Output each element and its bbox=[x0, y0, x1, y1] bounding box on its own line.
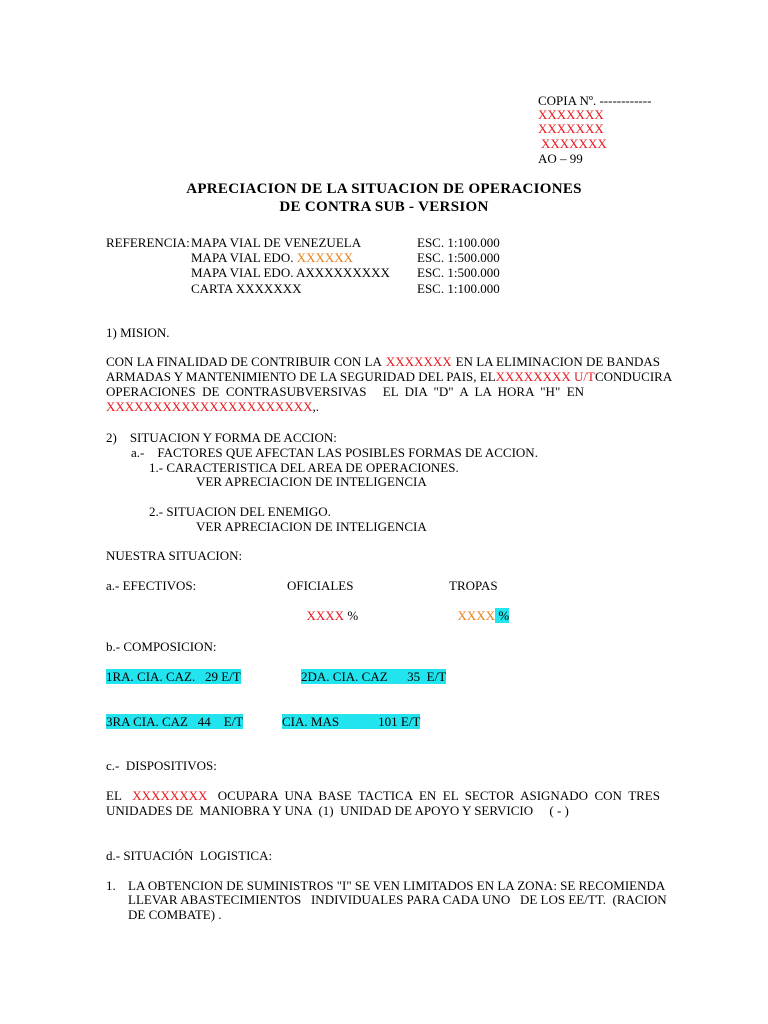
section-heading-composicion: b.- COMPOSICION: bbox=[106, 639, 217, 654]
section-heading-situacion: 2) SITUACION Y FORMA DE ACCION: bbox=[106, 430, 337, 445]
mision-text: CONDUCIRA bbox=[594, 369, 673, 384]
referencia-scale: ESC. 1:500.000 bbox=[417, 250, 500, 265]
redacted-text: XXXX bbox=[457, 608, 496, 623]
referencia-item-text: MAPA VIAL EDO. bbox=[191, 250, 294, 265]
referencia-item bbox=[191, 250, 353, 265]
redacted-text: XXXXXXXX U/T bbox=[495, 369, 595, 384]
logistica-item-number: 1. bbox=[106, 878, 116, 893]
copia-number: COPIA Nº. ------------ bbox=[538, 93, 652, 108]
percent-sign: % bbox=[495, 608, 510, 623]
referencia-scale: ESC. 1:100.000 bbox=[417, 281, 500, 296]
redacted-text: XXXXXXX bbox=[538, 121, 604, 136]
situacion-sub-1: 1.- CARACTERISTICA DEL AREA DE OPERACIONES. bbox=[149, 460, 459, 475]
mision-line bbox=[106, 354, 660, 369]
ao-label: AO – 99 bbox=[538, 151, 583, 166]
mision-line bbox=[106, 369, 673, 384]
document-title-line2: DE CONTRA SUB - VERSION bbox=[279, 199, 489, 215]
mision-line: OPERACIONES DE CONTRASUBVERSIVAS EL DIA "D" A LA HORA "H" EN bbox=[106, 384, 585, 399]
redacted-text: XXXXXXX bbox=[541, 136, 607, 151]
oficiales-value bbox=[300, 593, 358, 623]
percent-sign: % bbox=[344, 608, 359, 623]
dispositivos-line: UNIDADES DE MANIOBRA Y UNA (1) UNIDAD DE APOYO Y SERVICIO ( - ) bbox=[106, 803, 569, 818]
section-heading-dispositivos: c.- DISPOSITIVOS: bbox=[106, 758, 217, 773]
redacted-text: XXXXXX bbox=[296, 250, 354, 265]
dispositivos-text: EL bbox=[106, 788, 122, 803]
company-3ra-cia: 3RA CIA. CAZ 44 E/T bbox=[106, 714, 244, 729]
company-cia-mas: CIA. MAS 101 E/T bbox=[282, 714, 421, 729]
redacted-text: XXXXXXX bbox=[538, 107, 604, 122]
situacion-item-a: a.- FACTORES QUE AFECTAN LAS POSIBLES FORMAS DE ACCION. bbox=[131, 445, 538, 460]
referencia-label: REFERENCIA: bbox=[106, 235, 190, 250]
section-heading-nuestra: NUESTRA SITUACION: bbox=[106, 548, 243, 563]
company-2da-cia: 2DA. CIA. CAZ 35 E/T bbox=[301, 669, 447, 684]
efectivos-label: a.- EFECTIVOS: bbox=[106, 578, 197, 593]
logistica-line: LA OBTENCION DE SUMINISTROS "I" SE VEN LIMITADOS EN LA ZONA: SE RECOMIENDA bbox=[128, 878, 666, 893]
mision-line bbox=[106, 399, 319, 414]
tropas-value bbox=[451, 593, 509, 623]
mision-text: CON LA FINALIDAD DE CONTRIBUIR CON LA bbox=[106, 354, 382, 369]
redacted-text: XXXXXXXX bbox=[132, 788, 208, 803]
referencia-item: MAPA VIAL DE VENEZUELA bbox=[191, 235, 362, 250]
document-title-line1: APRECIACION DE LA SITUACION DE OPERACIONES bbox=[186, 181, 582, 197]
redacted-text: XXXXXXXXXXXXXXXXXXXXXX bbox=[106, 399, 313, 414]
referencia-item: MAPA VIAL EDO. AXXXXXXXXX bbox=[191, 265, 390, 280]
situacion-sub-2: 2.- SITUACION DEL ENEMIGO. bbox=[149, 504, 331, 519]
referencia-scale: ESC. 1:100.000 bbox=[417, 235, 500, 250]
situacion-sub-1-detail: VER APRECIACION DE INTELIGENCIA bbox=[196, 474, 427, 489]
oficiales-label: OFICIALES bbox=[287, 578, 354, 593]
dispositivos-line bbox=[106, 788, 660, 803]
section-heading-logistica: d.- SITUACIÓN LOGISTICA: bbox=[106, 848, 273, 863]
logistica-line: LLEVAR ABASTECIMIENTOS INDIVIDUALES PARA CADA UNO DE LOS EE/TT. (RACION bbox=[128, 892, 667, 907]
situacion-sub-2-detail: VER APRECIACION DE INTELIGENCIA bbox=[196, 519, 427, 534]
company-1rd-cia: 1RA. CIA. CAZ. 29 E/T bbox=[106, 669, 241, 684]
referencia-item: CARTA XXXXXXX bbox=[191, 281, 302, 296]
tropas-label: TROPAS bbox=[449, 578, 498, 593]
referencia-scale: ESC. 1:500.000 bbox=[417, 265, 500, 280]
logistica-line: DE COMBATE) . bbox=[128, 907, 222, 922]
dispositivos-text: OCUPARA UNA BASE TACTICA EN EL SECTOR ASIGNADO CON TRES bbox=[217, 788, 660, 803]
redacted-text: XXXXXXX bbox=[385, 354, 452, 369]
section-heading-mision: 1) MISION. bbox=[106, 325, 170, 340]
mision-text: ,. bbox=[312, 399, 320, 414]
mision-text: ARMADAS Y MANTENIMIENTO DE LA SEGURIDAD DEL PAIS, EL bbox=[106, 369, 496, 384]
mision-text: EN LA ELIMINACION DE BANDAS bbox=[455, 354, 660, 369]
redacted-text: XXXX bbox=[306, 608, 345, 623]
